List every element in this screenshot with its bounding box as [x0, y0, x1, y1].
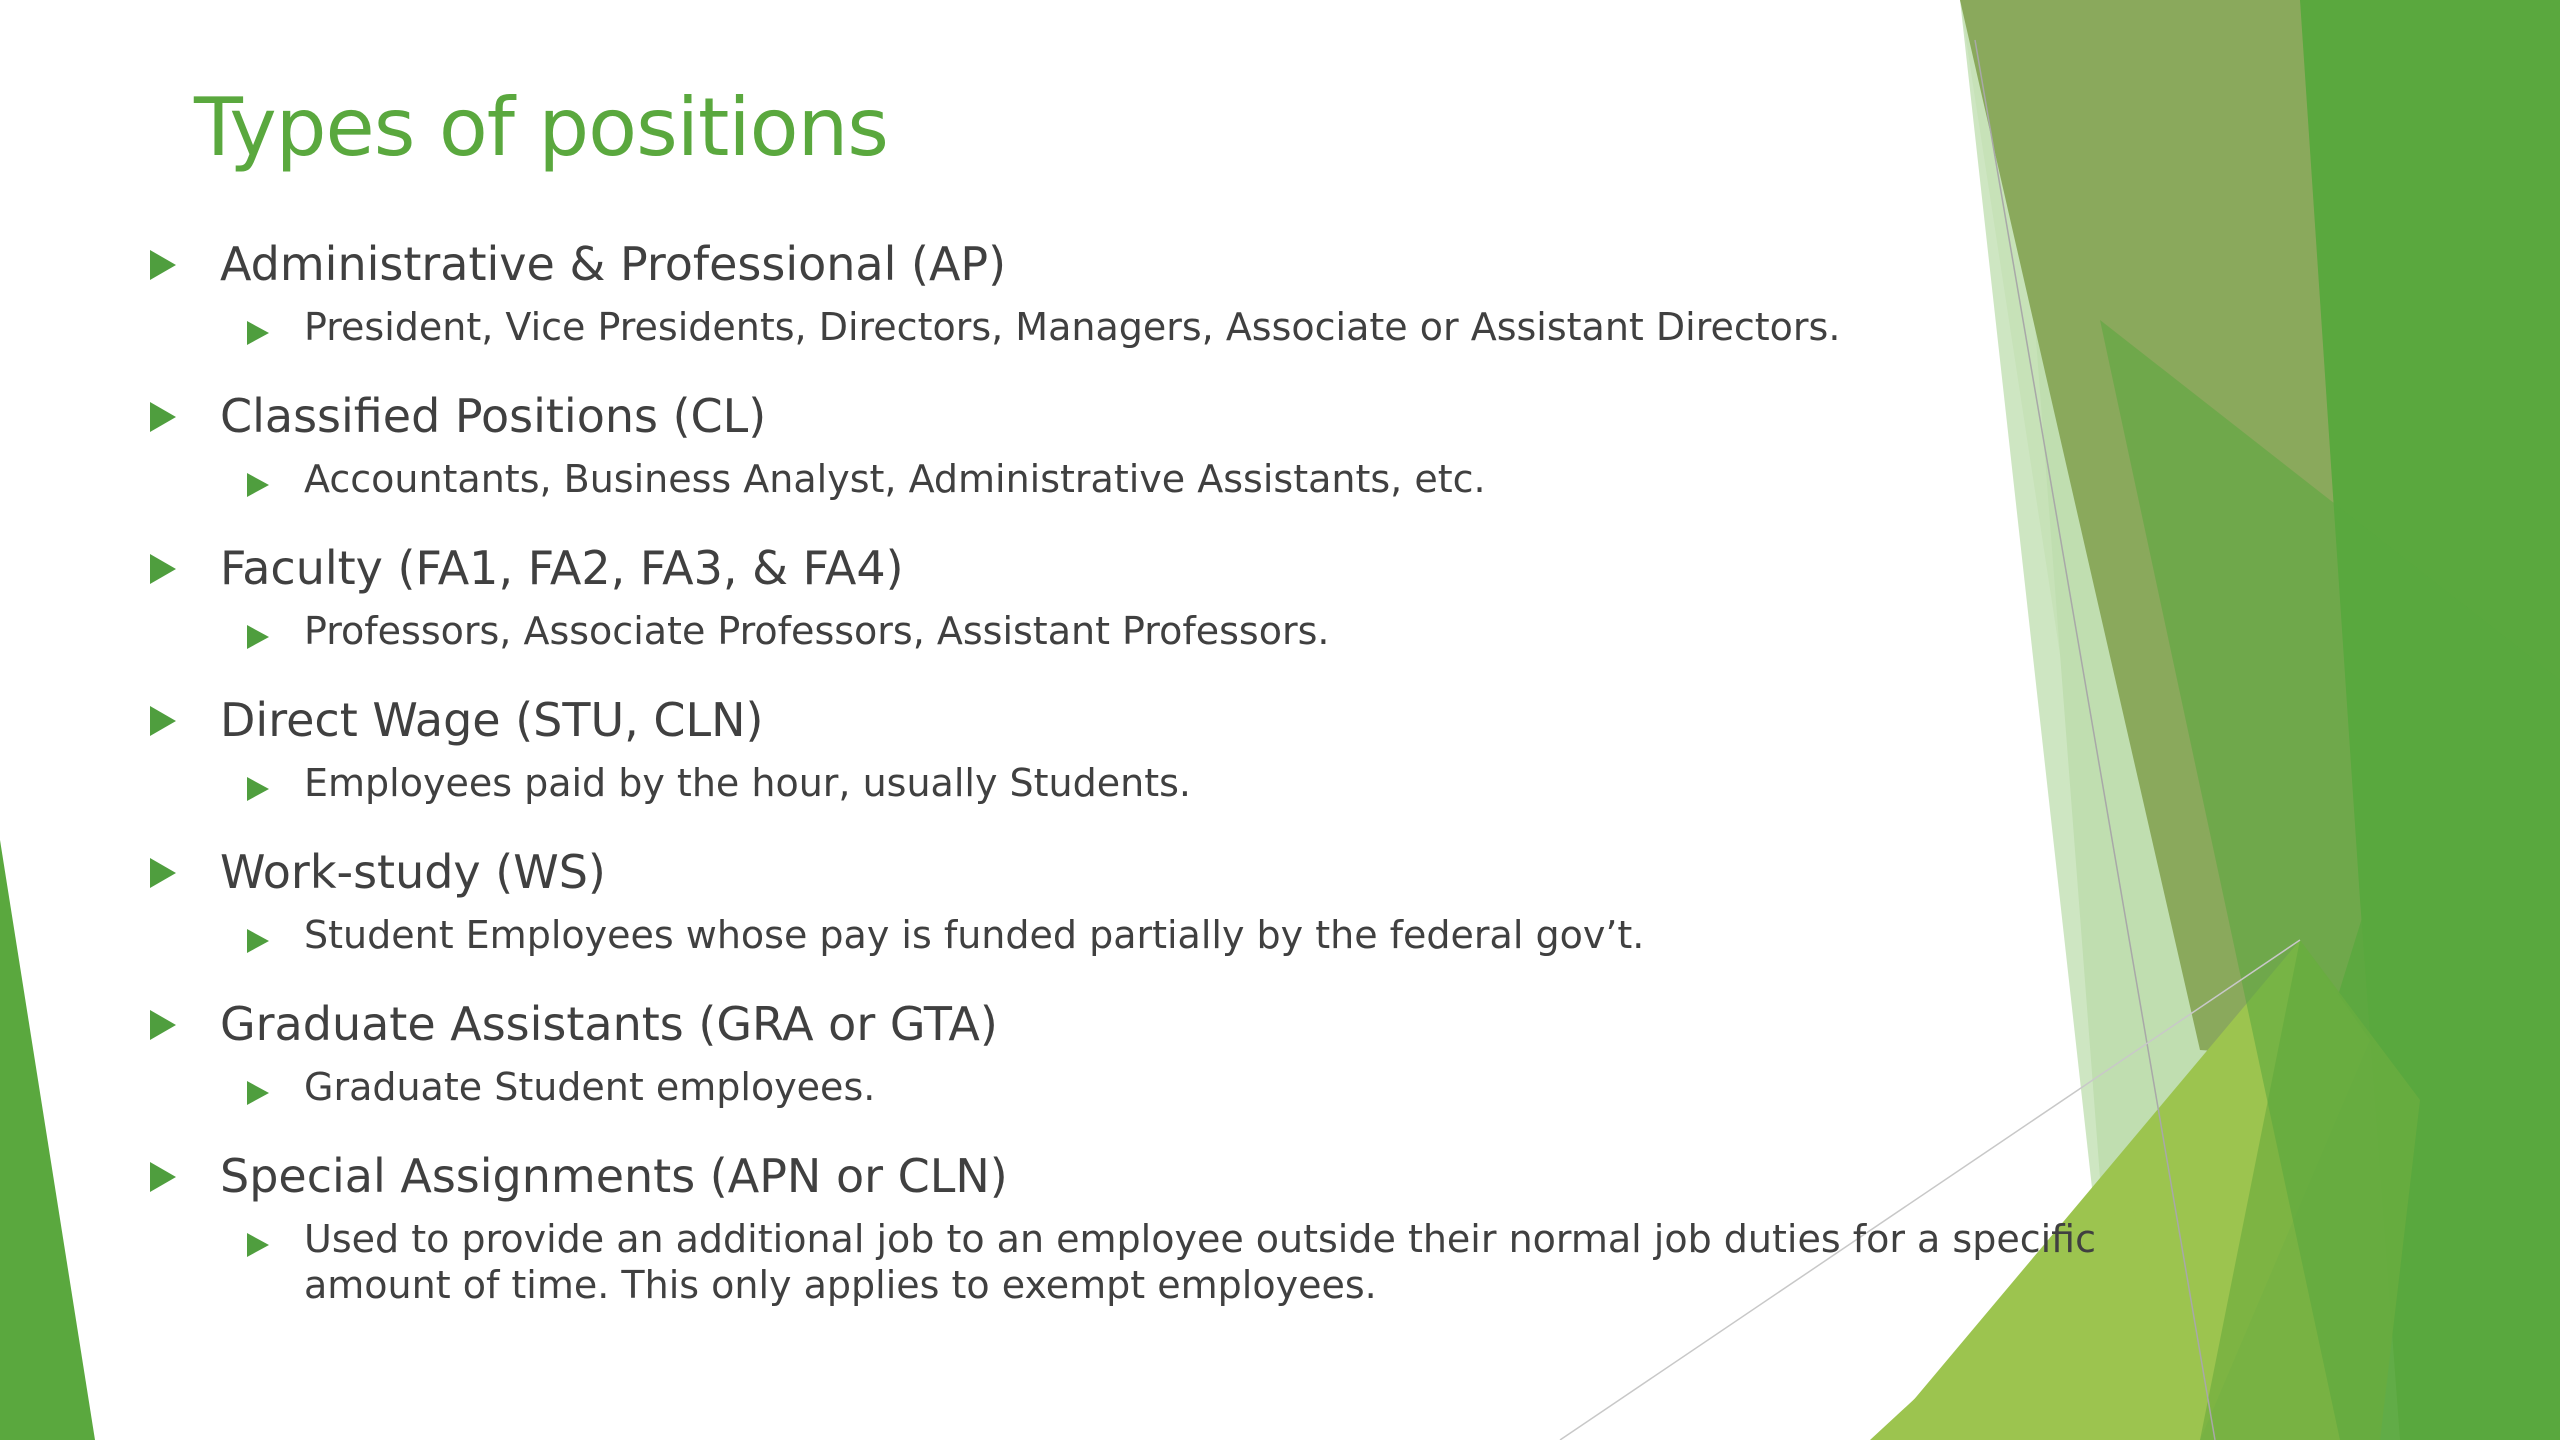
triangle-bullet-icon — [150, 1162, 176, 1192]
triangle-bullet-icon — [150, 554, 176, 584]
triangle-bullet-icon — [247, 1081, 269, 1105]
bullet-label: Faculty (FA1, FA2, FA3, & FA4) — [220, 541, 904, 595]
triangle-bullet-icon — [247, 1233, 269, 1257]
bullet-label: Classified Positions (CL) — [220, 389, 767, 443]
bullet-sub: Graduate Student employees. — [304, 1065, 876, 1109]
bullet-label: Graduate Assistants (GRA or GTA) — [220, 997, 998, 1051]
bullet-sub: Employees paid by the hour, usually Students. — [304, 761, 1191, 805]
bullet-sub: President, Vice Presidents, Directors, Managers, Associate or Assistant Directors. — [304, 305, 1841, 349]
bullet-sub: Accountants, Business Analyst, Administrative Assistants, etc. — [304, 457, 1486, 501]
bullet-sub: Used to provide an additional job to an employee outside their normal job duties for a specific amount of time. This only applies to exempt employees. — [304, 1217, 2096, 1307]
triangle-bullet-icon — [247, 473, 269, 497]
triangle-bullet-icon — [150, 402, 176, 432]
bullet-label: Work-study (WS) — [220, 845, 606, 899]
bullet-list — [150, 228, 2096, 1307]
bullet-sub: Student Employees whose pay is funded partially by the federal gov’t. — [304, 913, 1645, 957]
slide-title: Types of positions — [194, 81, 888, 174]
triangle-bullet-icon — [150, 250, 176, 280]
list-item — [150, 1216, 2096, 1368]
triangle-bullet-icon — [247, 625, 269, 649]
triangle-bullet-icon — [247, 777, 269, 801]
triangle-bullet-icon — [247, 929, 269, 953]
bullet-sub: Professors, Associate Professors, Assistant Professors. — [304, 609, 1330, 653]
triangle-bullet-icon — [150, 858, 176, 888]
bullet-label: Direct Wage (STU, CLN) — [220, 693, 764, 747]
triangle-bullet-icon — [247, 321, 269, 345]
triangle-bullet-icon — [150, 706, 176, 736]
triangle-bullet-icon — [150, 1010, 176, 1040]
bullet-label: Administrative & Professional (AP) — [220, 237, 1007, 291]
bullet-label: Special Assignments (APN or CLN) — [220, 1149, 1008, 1203]
